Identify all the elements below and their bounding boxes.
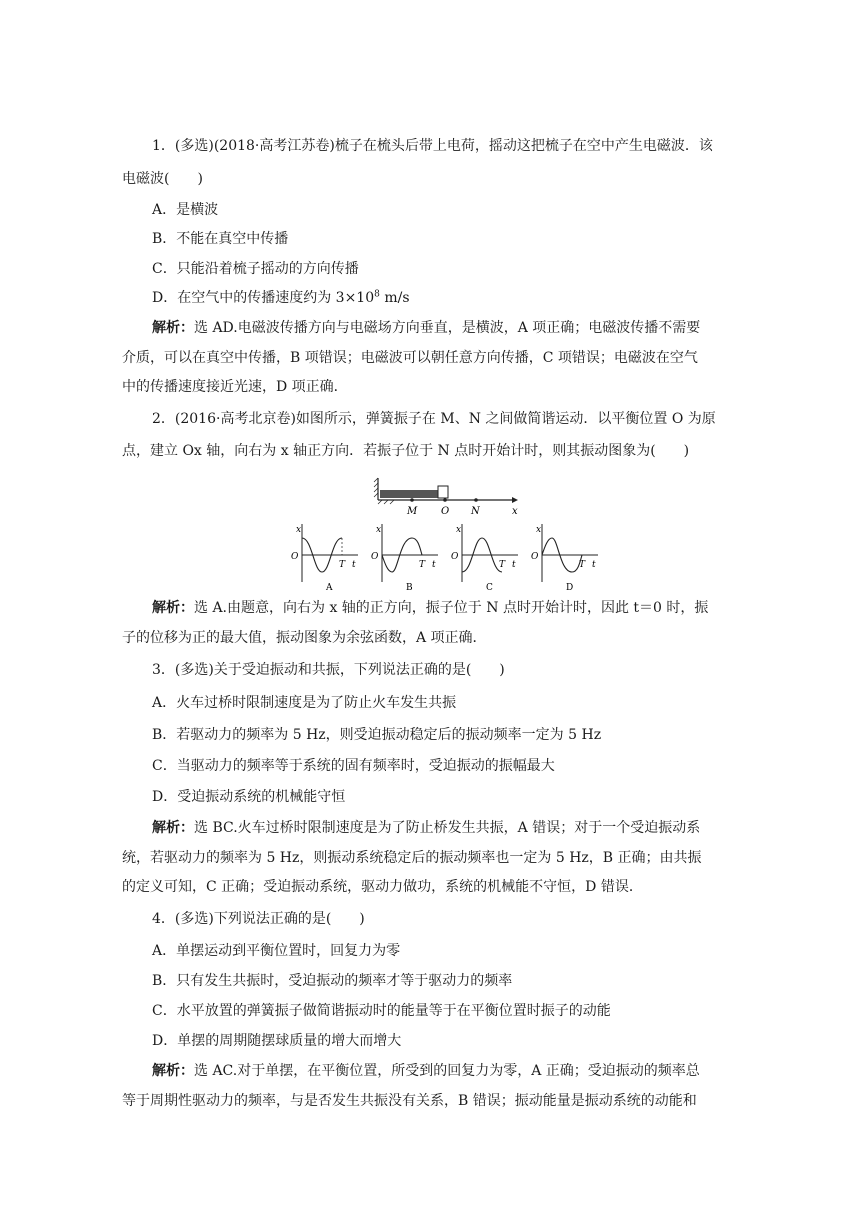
- q3-stem: 3．(多选)关于受迫振动和共振，下列说法正确的是( ): [152, 662, 505, 678]
- q4-option-b: B．只有发生共振时，受迫振动的频率才等于驱动力的频率: [152, 973, 513, 989]
- q4-analysis-line1: 解析：选 AC.对于单摆，在平衡位置，所受到的回复力为零，A 正确；受迫振动的频率总: [152, 1063, 700, 1079]
- svg-text:O: O: [451, 552, 459, 562]
- q3-analysis-line3: 的定义可知，C 正确；受迫振动系统，驱动力做功，系统的机械能不守恒，D 错误．: [122, 879, 643, 895]
- label-o: O: [441, 506, 450, 517]
- q2-stem-line2: 点，建立 Ox 轴，向右为 x 轴正方向．若振子位于 N 点时开始计时，则其振动图象为( ): [122, 443, 690, 459]
- q4-option-a: A．单摆运动到平衡位置时，回复力为零: [152, 943, 401, 959]
- svg-text:x: x: [376, 525, 382, 535]
- graph-d-label: D: [566, 583, 574, 592]
- svg-text:x: x: [456, 525, 462, 535]
- q1-analysis-line2: 介质，可以在真空中传播，B 项错误；电磁波可以朝任意方向传播，C 项错误；电磁波在空气: [122, 350, 698, 366]
- q3-option-c: C．当驱动力的频率等于系统的固有频率时，受迫振动的振幅最大: [152, 758, 555, 774]
- q4-option-d: D．单摆的周期随摆球质量的增大而增大: [152, 1033, 402, 1049]
- svg-text:O: O: [371, 552, 379, 562]
- label-m: M: [407, 506, 418, 517]
- q1-stem-line2: 电磁波( ): [122, 171, 203, 187]
- analysis-label: 解析：: [152, 1063, 194, 1079]
- graph-c: [451, 524, 518, 592]
- svg-text:O: O: [291, 552, 299, 562]
- graph-a-label: A: [326, 583, 333, 592]
- q3-analysis-line1: 解析：选 BC.火车过桥时限制速度是为了防止桥发生共振，A 错误；对于一个受迫振动系: [152, 820, 701, 836]
- q1-option-c: C．只能沿着梳子摇动的方向传播: [152, 261, 359, 277]
- svg-text:T: T: [499, 560, 506, 570]
- graph-b: [371, 524, 438, 592]
- svg-text:t: t: [352, 560, 356, 570]
- q1-stem-line1: 1．(多选)(2018·高考江苏卷)梳子在梳头后带上电荷，摇动这把梳子在空中产生电磁波．该: [152, 138, 713, 154]
- svg-text:O: O: [531, 552, 539, 562]
- graph-c-label: C: [486, 583, 493, 592]
- analysis-label: 解析：: [152, 600, 194, 616]
- q1-option-a: A．是横波: [152, 202, 219, 218]
- q2-analysis-line2: 子的位移为正的最大值，振动图象为余弦函数，A 项正确．: [122, 630, 487, 646]
- q4-option-c: C．水平放置的弹簧振子做简谐振动时的能量等于在平衡位置时振子的动能: [152, 1003, 611, 1019]
- label-x-axis: x: [512, 506, 518, 517]
- q4-stem: 4．(多选)下列说法正确的是( ): [152, 911, 365, 927]
- graph-d: [531, 524, 598, 592]
- spring-oscillator-diagram: [374, 478, 518, 517]
- q1-analysis-line1: 解析：选 AD.电磁波传播方向与电磁场方向垂直，是横波，A 项正确；电磁波传播不需要: [152, 320, 701, 336]
- svg-text:T: T: [579, 560, 586, 570]
- svg-text:T: T: [339, 560, 346, 570]
- svg-text:t: t: [592, 560, 596, 570]
- analysis-label: 解析：: [152, 820, 194, 836]
- label-n: N: [471, 506, 480, 517]
- q2-analysis-line1: 解析：选 A.由题意，向右为 x 轴的正方向，振子位于 N 点时开始计时，因此 t＝0 时，振: [152, 600, 709, 616]
- q3-option-a: A．火车过桥时限制速度是为了防止火车发生共振: [152, 695, 457, 711]
- svg-text:x: x: [296, 525, 302, 535]
- svg-text:t: t: [432, 560, 436, 570]
- svg-text:x: x: [536, 525, 542, 535]
- q1-analysis-line3: 中的传播速度接近光速，D 项正确．: [122, 379, 348, 395]
- q3-analysis-line2: 统，若驱动力的频率为 5 Hz，则振动系统稳定后的振动频率也一定为 5 Hz，B 正确；由共振: [122, 850, 702, 866]
- svg-text:T: T: [419, 560, 426, 570]
- q2-stem-line1: 2．(2016·高考北京卷)如图所示，弹簧振子在 M、N 之间做简谐运动．以平衡位置 O 为原: [152, 411, 716, 427]
- graph-b-label: B: [406, 583, 413, 592]
- svg-text:t: t: [512, 560, 516, 570]
- q2-figure: [280, 474, 610, 592]
- q1-option-d: D．在空气中的传播速度约为 $3\times 10^8$ m/s: [152, 289, 410, 306]
- analysis-label: 解析：: [152, 320, 194, 336]
- q1-option-b: B．不能在真空中传播: [152, 231, 289, 247]
- q3-option-d: D．受迫振动系统的机械能守恒: [152, 789, 346, 805]
- q3-option-b: B．若驱动力的频率为 5 Hz，则受迫振动稳定后的振动频率一定为 5 Hz: [152, 727, 602, 743]
- q4-analysis-line2: 等于周期性驱动力的频率，与是否发生共振没有关系，B 错误；振动能量是振动系统的动能和: [122, 1093, 697, 1109]
- graph-a: [291, 524, 358, 592]
